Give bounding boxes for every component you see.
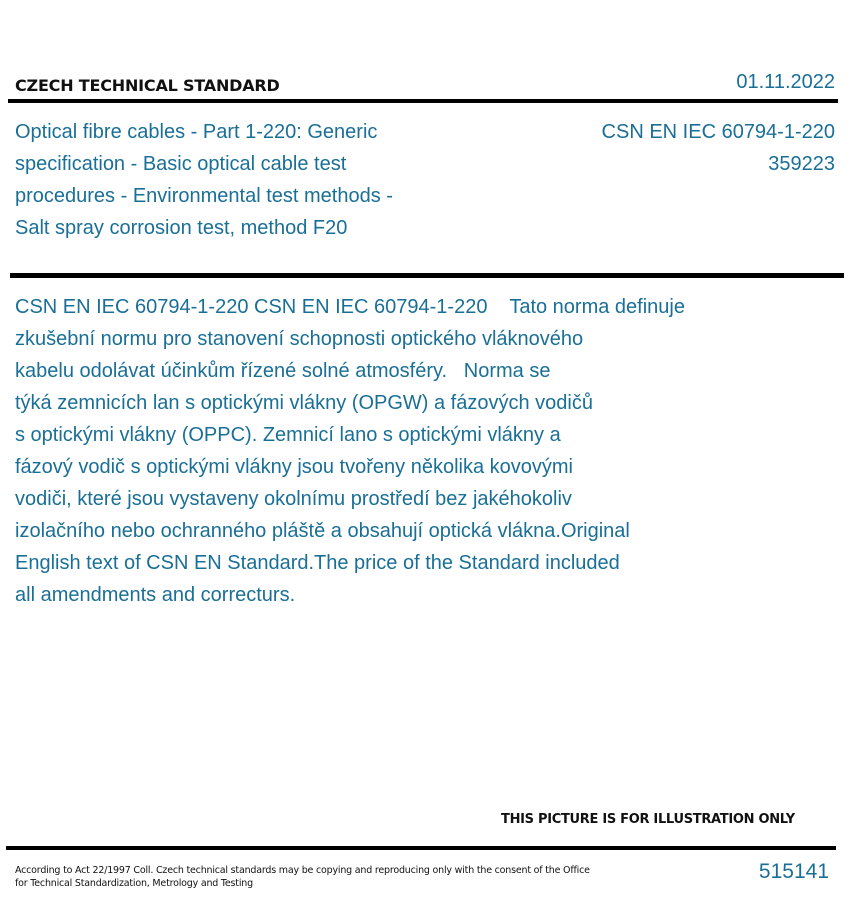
description-line: izolačního nebo ochranného pláště a obsahují optická vlákna.Original [15,520,630,542]
description-line: kabelu odolávat účinkům řízené solné atmosféry. Norma se [15,360,551,382]
description-line: English text of CSN EN Standard.The price of the Standard included [15,552,620,574]
description-line: zkušební normu pro stanovení schopnosti optického vláknového [15,328,584,350]
document-type-label: CZECH TECHNICAL STANDARD [15,76,280,95]
standard-code: CSN EN IEC 60794-1-220 [601,121,835,143]
title-line: Optical fibre cables - Part 1-220: Generic [15,121,378,143]
description-line: s optickými vlákny (OPPC). Zemnicí lano s optickými vlákny a [15,424,561,446]
copyright-notice [15,864,595,890]
standard-description [15,291,755,611]
copyright-line: for Technical Standardization, Metrology and Testing [15,878,253,889]
header-divider [8,99,838,103]
description-line: fázový vodič s optickými vlákny jsou tvořeny několika kovovými [15,456,573,478]
class-number: 359223 [768,153,835,175]
description-line: vodiči, které jsou vystaveny okolnímu prostředí bez jakéhokoliv [15,488,572,510]
document-number: 515141 [758,860,829,883]
publication-date: 01.11.2022 [736,71,835,93]
standard-title [15,116,455,244]
title-line: Salt spray corrosion test, method F20 [15,217,348,239]
description-line: CSN EN IEC 60794-1-220 CSN EN IEC 60794-1-220 Tato norma definuje [15,296,685,318]
illustration-disclaimer: THIS PICTURE IS FOR ILLUSTRATION ONLY [501,812,795,827]
standard-identifiers [602,116,835,180]
section-divider [10,273,844,278]
description-line: all amendments and correcturs. [15,584,296,606]
title-line: specification - Basic optical cable test [15,153,347,175]
footer-divider [6,846,836,850]
copyright-line: According to Act 22/1997 Coll. Czech technical standards may be copying and reproducing only with the consent of the Office [15,865,590,876]
description-line: týká zemnicích lan s optickými vlákny (OPGW) a fázových vodičů [15,392,593,414]
title-line: procedures - Environmental test methods - [15,185,393,207]
